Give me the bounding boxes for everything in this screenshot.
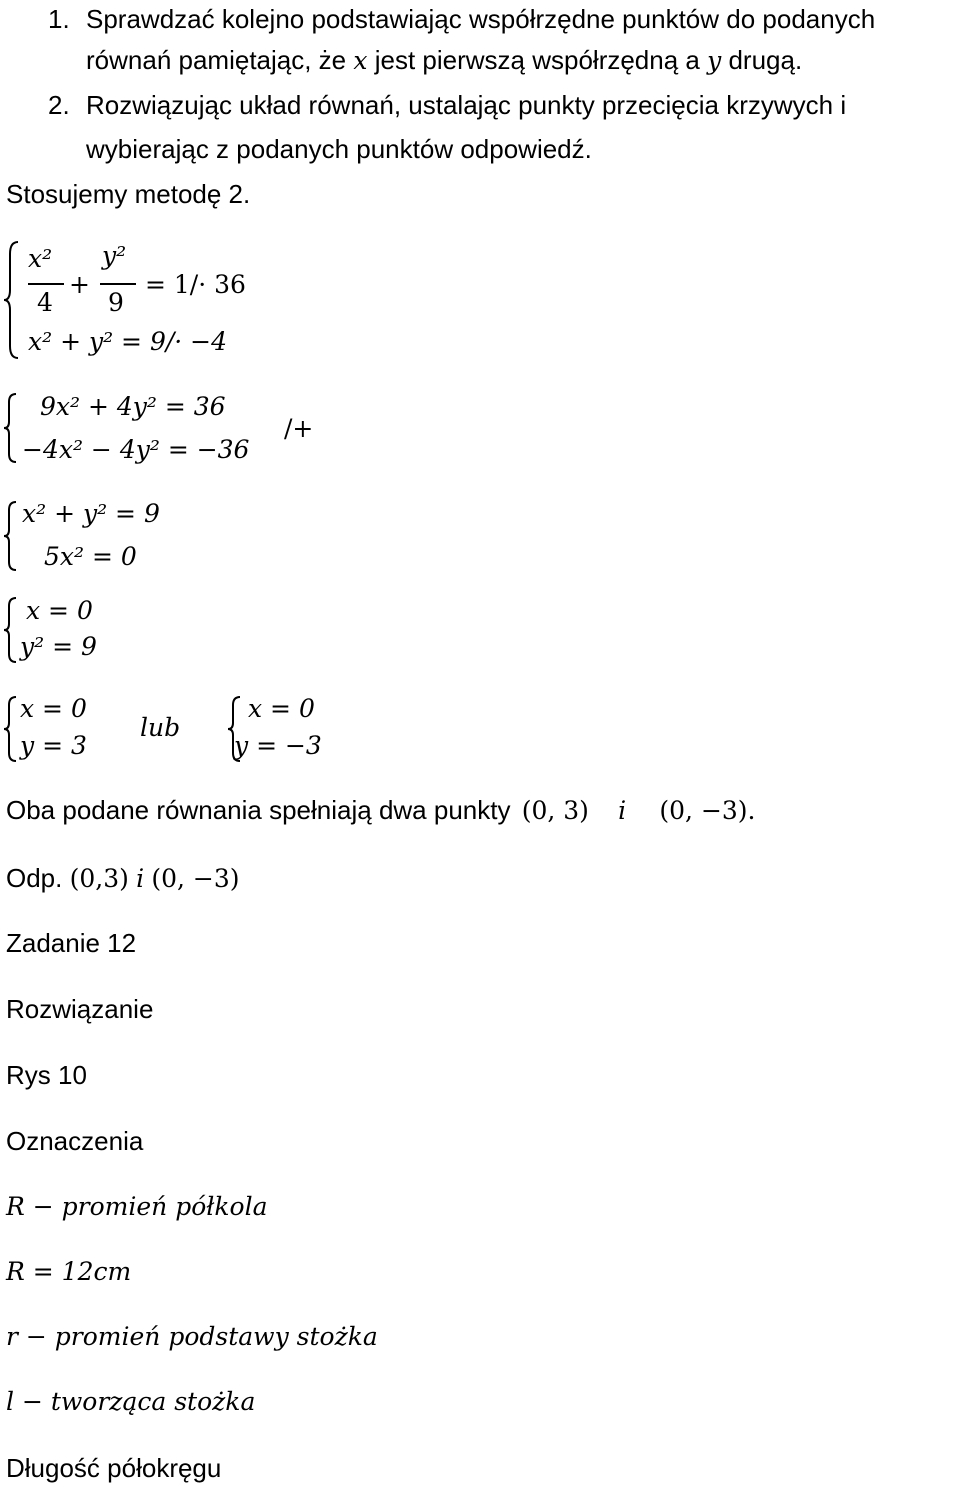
left-brace-system3 xyxy=(2,500,20,572)
system5-left-eq2: y = 3 xyxy=(20,731,87,760)
system5-left-eq1: x = 0 xyxy=(20,694,87,723)
def-r-radius: r − promień podstawy stożka xyxy=(6,1322,378,1351)
conclusion-text: Oba podane równania spełniają dwa punkty xyxy=(6,795,511,825)
list-number-1: 1. xyxy=(48,4,70,34)
system2-op: /+ xyxy=(284,414,314,443)
list-item-1-line1: Sprawdzać kolejno podstawiając współrzędne punktów do podanych xyxy=(86,4,876,34)
task-heading: Zadanie 12 xyxy=(6,928,137,958)
list-item-2-line2: wybierając z podanych punktów odpowiedź. xyxy=(86,134,592,164)
answer-point-1: (0,3) xyxy=(69,864,129,893)
left-brace-system1 xyxy=(2,240,22,360)
system1-eq2: x² + y² = 9/· −4 xyxy=(28,327,228,356)
def-l-generatrix: l − tworząca stożka xyxy=(6,1387,256,1416)
list-number-2: 2. xyxy=(48,90,70,120)
left-brace-system4 xyxy=(2,596,20,664)
system4-eq2: y² = 9 xyxy=(20,632,97,661)
list-item-1-text-a: równań pamiętając, że xyxy=(86,45,347,75)
system3-eq1: x² + y² = 9 xyxy=(22,499,160,528)
answer-line xyxy=(6,865,240,891)
notation-heading: Oznaczenia xyxy=(6,1126,144,1156)
def-R-radius: R − promień półkola xyxy=(6,1192,268,1221)
system1-fraction-bar-1 xyxy=(28,283,64,285)
conclusion-line xyxy=(6,797,756,823)
system2-eq1: 9x² + 4y² = 36 xyxy=(40,392,226,421)
solution-heading: Rozwiązanie xyxy=(6,994,154,1024)
system1-den1: 4 xyxy=(37,288,53,317)
system4-eq1: x = 0 xyxy=(26,596,93,625)
answer-label: Odp. xyxy=(6,863,63,893)
system1-num2: y² xyxy=(102,241,127,270)
list-item-1-text-b: jest pierwszą współrzędną a xyxy=(374,45,700,75)
conclusion-point-2: (0, −3). xyxy=(659,796,756,825)
system5-right-eq1: x = 0 xyxy=(248,694,315,723)
arc-length-heading: Długość półokręgu xyxy=(6,1453,222,1483)
def-R-value: R = 12cm xyxy=(6,1257,132,1286)
method-text: Stosujemy metodę 2. xyxy=(6,179,251,209)
system1-num1: x² xyxy=(28,244,53,273)
system3-eq2: 5x² = 0 xyxy=(44,542,137,571)
system1-rhs1: = 1/· 36 xyxy=(145,270,246,299)
left-brace-system5-left xyxy=(2,695,20,763)
list-item-1-text-c: drugą. xyxy=(728,45,803,75)
var-x: x xyxy=(353,46,368,75)
conclusion-i: i xyxy=(618,796,627,825)
answer-i: i xyxy=(136,864,145,893)
system1-den2: 9 xyxy=(108,288,124,317)
figure-label: Rys 10 xyxy=(6,1060,87,1090)
conclusion-point-1: (0, 3) xyxy=(521,796,589,825)
system1-fraction-bar-2 xyxy=(100,283,136,285)
left-brace-system2 xyxy=(2,392,20,464)
system1-plus: + xyxy=(69,270,90,299)
list-item-2-line1: Rozwiązując układ równań, ustalając punkty przecięcia krzywych i xyxy=(86,90,847,120)
var-y: y xyxy=(707,46,722,75)
answer-point-2: (0, −3) xyxy=(151,864,240,893)
system5-word-lub: lub xyxy=(140,713,181,742)
system2-eq2: −4x² − 4y² = −36 xyxy=(22,435,250,464)
list-item-1-line2 xyxy=(86,47,802,73)
system5-right-eq2: y = −3 xyxy=(234,731,322,760)
